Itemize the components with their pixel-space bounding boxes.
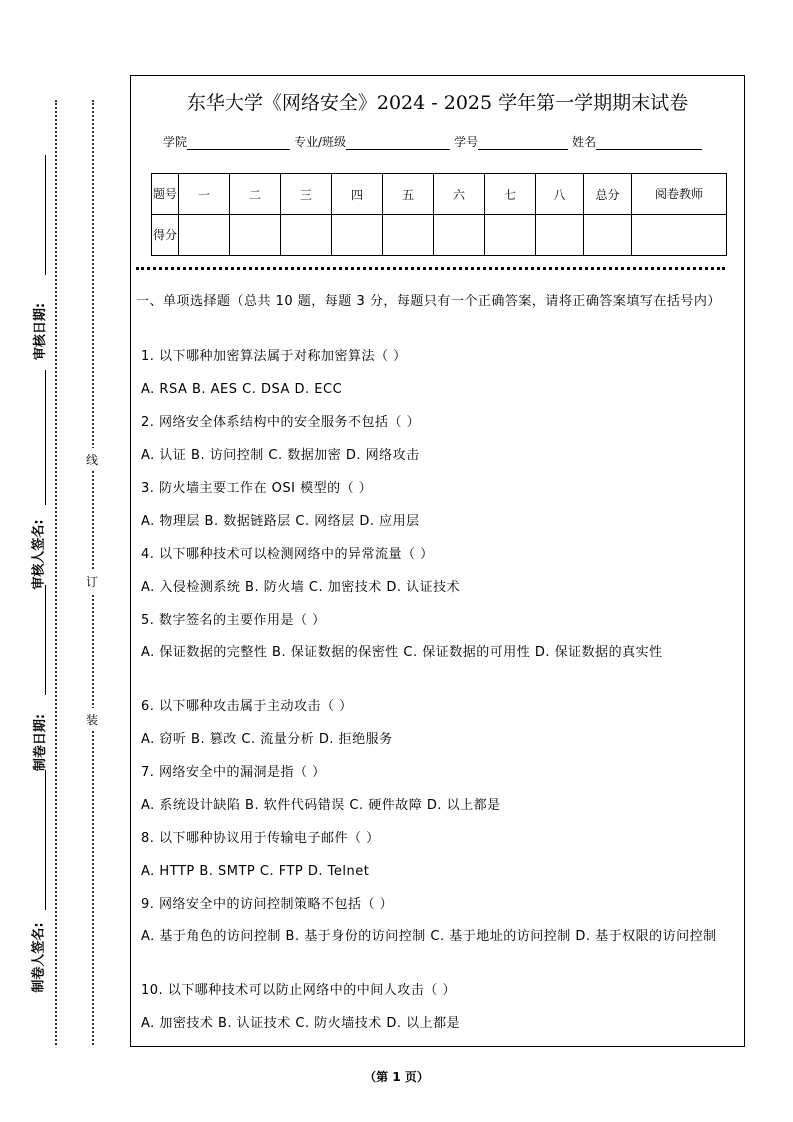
section-1 — [136, 291, 736, 312]
question-item — [141, 980, 741, 1001]
score-cell[interactable] — [434, 215, 485, 256]
binding-margin — [0, 0, 130, 1122]
question-options — [141, 795, 741, 816]
col-header: 五 — [383, 174, 434, 215]
options-text: A. 物理层 B. 数据链路层 C. 网络层 D. 应用层 — [141, 514, 420, 529]
options-text: A. 加密技术 B. 认证技术 C. 防火墙技术 D. 以上都是 — [141, 1016, 461, 1031]
score-table-score-row — [152, 215, 727, 256]
question-text: 6. 以下哪种攻击属于主动攻击（ ） — [141, 699, 353, 714]
score-cell[interactable] — [281, 215, 332, 256]
question-item — [141, 346, 741, 367]
name-field[interactable] — [596, 135, 702, 150]
student-id-label: 学号 — [454, 135, 479, 149]
score-table — [151, 173, 727, 256]
row-label-question-no: 题号 — [152, 174, 179, 215]
question-options — [141, 729, 741, 750]
major-field[interactable] — [346, 135, 450, 150]
question-item — [141, 828, 741, 849]
question-text: 1. 以下哪种加密算法属于对称加密算法（ ） — [141, 349, 407, 364]
college-field[interactable] — [187, 135, 290, 150]
page-number: （第 1 页） — [364, 1070, 429, 1084]
options-text: A. 系统设计缺陷 B. 软件代码错误 C. 硬件故障 D. 以上都是 — [141, 798, 501, 813]
question-item — [141, 544, 741, 565]
question-options — [141, 642, 741, 663]
question-options — [141, 926, 741, 947]
dotted-separator — [136, 267, 725, 270]
col-header: 七 — [485, 174, 536, 215]
col-header: 四 — [332, 174, 383, 215]
col-header: 总分 — [584, 174, 632, 215]
score-cell[interactable] — [332, 215, 383, 256]
score-cell[interactable] — [536, 215, 584, 256]
name-label: 姓名 — [572, 135, 597, 149]
question-text: 3. 防火墙主要工作在 OSI 模型的（ ） — [141, 481, 373, 496]
question-item — [141, 762, 741, 783]
question-options — [141, 445, 741, 466]
reviewer-sign-label: 审核人签名: — [31, 519, 47, 590]
question-text: 4. 以下哪种技术可以检测网络中的异常流量（ ） — [141, 547, 434, 562]
col-header: 三 — [281, 174, 332, 215]
major-label: 专业/班级 — [294, 135, 347, 149]
options-text: A. 窃听 B. 篡改 C. 流量分析 D. 拒绝服务 — [141, 732, 393, 747]
cut-line-outer — [55, 100, 57, 1045]
binding-char-bind: 装 — [86, 708, 98, 731]
options-text: A. 基于角色的访问控制 B. 基于身份的访问控制 C. 基于地址的访问控制 D. 基于权限的访问控制 — [141, 929, 717, 944]
question-options — [141, 511, 741, 532]
student-info-row — [163, 133, 706, 150]
question-text: 8. 以下哪种协议用于传输电子邮件（ ） — [141, 831, 380, 846]
question-options — [141, 379, 741, 400]
col-header: 二 — [230, 174, 281, 215]
question-text: 10. 以下哪种技术可以防止网络中的中间人攻击（ ） — [141, 983, 456, 998]
college-label: 学院 — [163, 135, 188, 149]
col-header-grader: 阅卷教师 — [632, 174, 727, 215]
question-options — [141, 577, 741, 598]
exam-title: 东华大学《网络安全》2024 - 2025 学年第一学期期末试卷 — [186, 92, 689, 114]
col-header: 六 — [434, 174, 485, 215]
maker-sign-line — [45, 770, 46, 910]
options-text: A. RSA B. AES C. DSA D. ECC — [141, 382, 343, 397]
score-cell[interactable] — [485, 215, 536, 256]
section-1-heading: 一、单项选择题（总共 10 题，每题 3 分，每题只有一个正确答案，请将正确答案填写在括号内） — [136, 294, 721, 309]
score-cell[interactable] — [179, 215, 230, 256]
maker-date-line — [45, 585, 46, 695]
maker-sign-label: 制卷人签名: — [31, 922, 47, 993]
question-item — [141, 696, 741, 717]
col-header: 一 — [179, 174, 230, 215]
options-text: A. 认证 B. 访问控制 C. 数据加密 D. 网络攻击 — [141, 448, 420, 463]
binding-char-line: 线 — [86, 448, 98, 471]
question-text: 7. 网络安全中的漏洞是指（ ） — [141, 765, 326, 780]
options-text: A. 入侵检测系统 B. 防火墙 C. 加密技术 D. 认证技术 — [141, 580, 461, 595]
question-text: 9. 网络安全中的访问控制策略不包括（ ） — [141, 897, 394, 912]
binding-char-staple: 订 — [86, 570, 98, 593]
reviewer-date-line — [45, 155, 46, 275]
row-label-score: 得分 — [152, 215, 179, 256]
question-options — [141, 861, 741, 882]
col-header: 八 — [536, 174, 584, 215]
options-text: A. 保证数据的完整性 B. 保证数据的保密性 C. 保证数据的可用性 D. 保证数据的真实性 — [141, 645, 663, 660]
question-text: 5. 数字签名的主要作用是（ ） — [141, 613, 326, 628]
maker-date-label: 制卷日期: — [33, 713, 49, 772]
reviewer-sign-line — [45, 370, 46, 505]
score-cell[interactable] — [230, 215, 281, 256]
score-cell-grader[interactable] — [632, 215, 727, 256]
question-item — [141, 894, 741, 915]
question-options — [141, 1013, 741, 1034]
score-table-header-row — [152, 174, 727, 215]
score-cell[interactable] — [383, 215, 434, 256]
reviewer-date-label: 审核日期: — [33, 302, 49, 361]
question-item — [141, 610, 741, 631]
options-text: A. HTTP B. SMTP C. FTP D. Telnet — [141, 864, 370, 879]
question-text: 2. 网络安全体系结构中的安全服务不包括（ ） — [141, 415, 421, 430]
question-item — [141, 478, 741, 499]
student-id-field[interactable] — [478, 135, 568, 150]
question-item — [141, 412, 741, 433]
score-cell-total[interactable] — [584, 215, 632, 256]
exam-frame — [130, 75, 745, 1047]
